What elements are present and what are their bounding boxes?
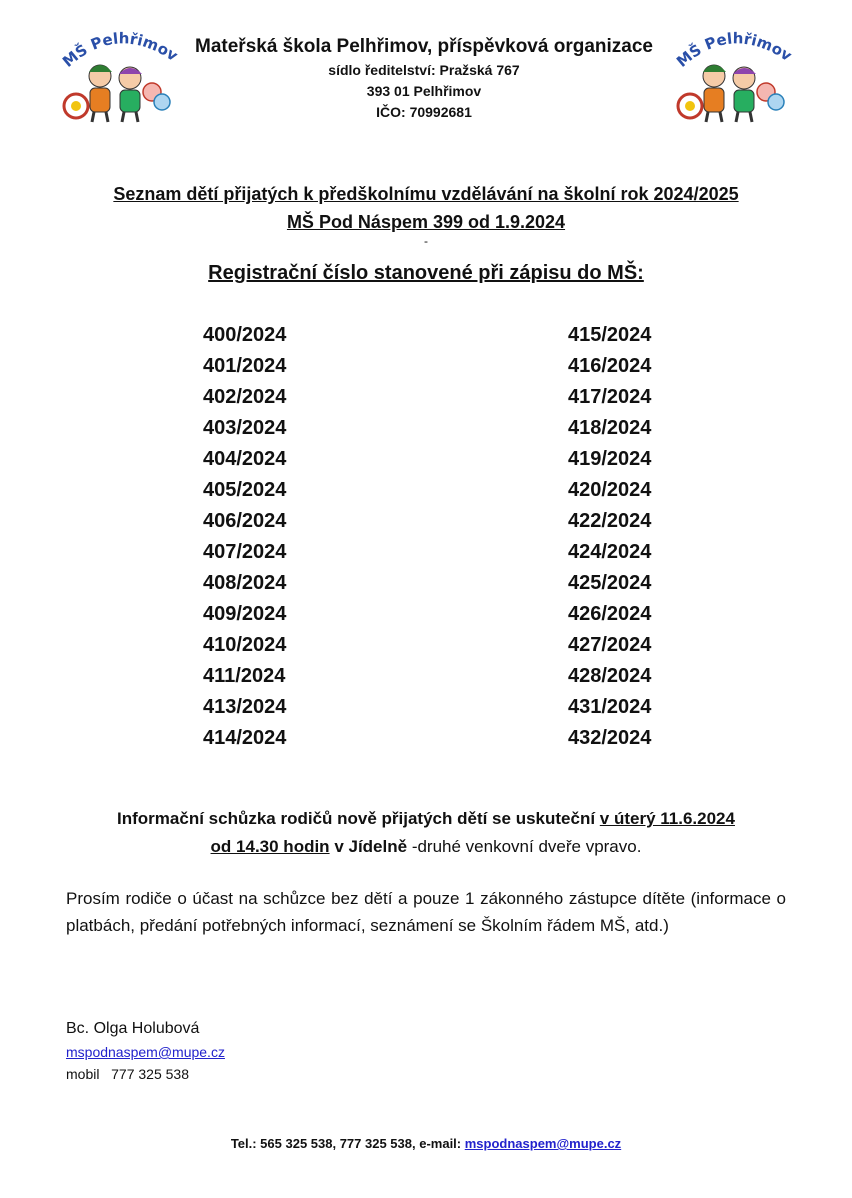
logo-text: Š Pelhřimov [685,29,794,65]
signature-email-link[interactable]: mspodnaspem@mupe.cz [66,1044,225,1060]
registration-number: 410/2024 [203,634,287,656]
document-title: Seznam dětí přijatých k předškolnímu vzdělávání na školní rok 2024/2025 [113,184,739,204]
registration-number: 403/2024 [203,417,287,439]
registration-number: 406/2024 [203,510,287,532]
footer-contact [0,1136,852,1151]
school-address: sídlo ředitelství: Pražská 767 [328,62,520,78]
registration-number: 419/2024 [568,448,652,470]
registration-number: 427/2024 [568,634,652,656]
registration-number: 431/2024 [568,696,652,718]
registration-list-left [203,320,373,754]
registration-number: 418/2024 [568,417,652,439]
meeting-info [60,805,792,861]
registration-number: 405/2024 [203,479,287,501]
registration-number: 432/2024 [568,727,652,749]
meeting-time: od 14.30 hodin [210,837,330,856]
registration-number: 407/2024 [203,541,287,563]
school-ico: IČO: 70992681 [376,104,472,120]
registration-number: 416/2024 [568,355,652,377]
letterhead [150,34,698,123]
registration-number: 424/2024 [568,541,652,563]
footer-phone-text: Tel.: 565 325 538, 777 325 538, e-mail: [230,1136,462,1151]
registration-number: 408/2024 [203,572,287,594]
document-subtitle: MŠ Pod Náspem 399 od 1.9.2024 [286,212,566,232]
signature-name: Bc. Olga Holubová [66,1020,200,1037]
meeting-note: -druhé venkovní dveře vpravo. [411,837,642,856]
parent-request: Prosím rodiče o účast na schůzce bez dětí a pouze 1 zákonného zástupce dítěte (informace o platbách, předání potřebných informací, seznámení se Školním řádem MŠ, atd.) [66,889,786,935]
registration-number: 401/2024 [203,355,287,377]
registration-heading: Registrační číslo stanovené při zápisu do MŠ: [208,262,644,284]
separator-dash: - [424,234,428,248]
registration-number: 420/2024 [568,479,652,501]
registration-number: 417/2024 [568,386,652,408]
footer-email-link[interactable]: mspodnaspem@mupe.cz [464,1136,622,1151]
meeting-date: v úterý 11.6.2024 [599,809,735,828]
registration-number: 415/2024 [568,324,652,346]
registration-number: 425/2024 [568,572,652,594]
registration-number: 409/2024 [203,603,287,625]
registration-number: 402/2024 [203,386,287,408]
registration-number: 414/2024 [203,727,287,749]
school-name: Mateřská škola Pelhřimov, příspěvková organizace [195,36,653,57]
meeting-place: v Jídelně [334,837,408,856]
registration-number: 426/2024 [568,603,652,625]
registration-number: 413/2024 [203,696,287,718]
signature-mobile: mobil 777 325 538 [66,1066,189,1082]
signature-block [66,1017,225,1085]
registration-number: 422/2024 [568,510,652,532]
registration-number: 400/2024 [203,324,287,346]
logo-text: Š Pelhřimov [71,29,180,65]
school-city: 393 01 Pelhřimov [366,83,482,99]
registration-list-right [568,320,738,754]
registration-number: 404/2024 [203,448,287,470]
registration-number: 411/2024 [203,665,286,687]
meeting-intro: Informační schůzka rodičů nově přijatých dětí se uskuteční [117,809,596,828]
registration-number: 428/2024 [568,665,652,687]
